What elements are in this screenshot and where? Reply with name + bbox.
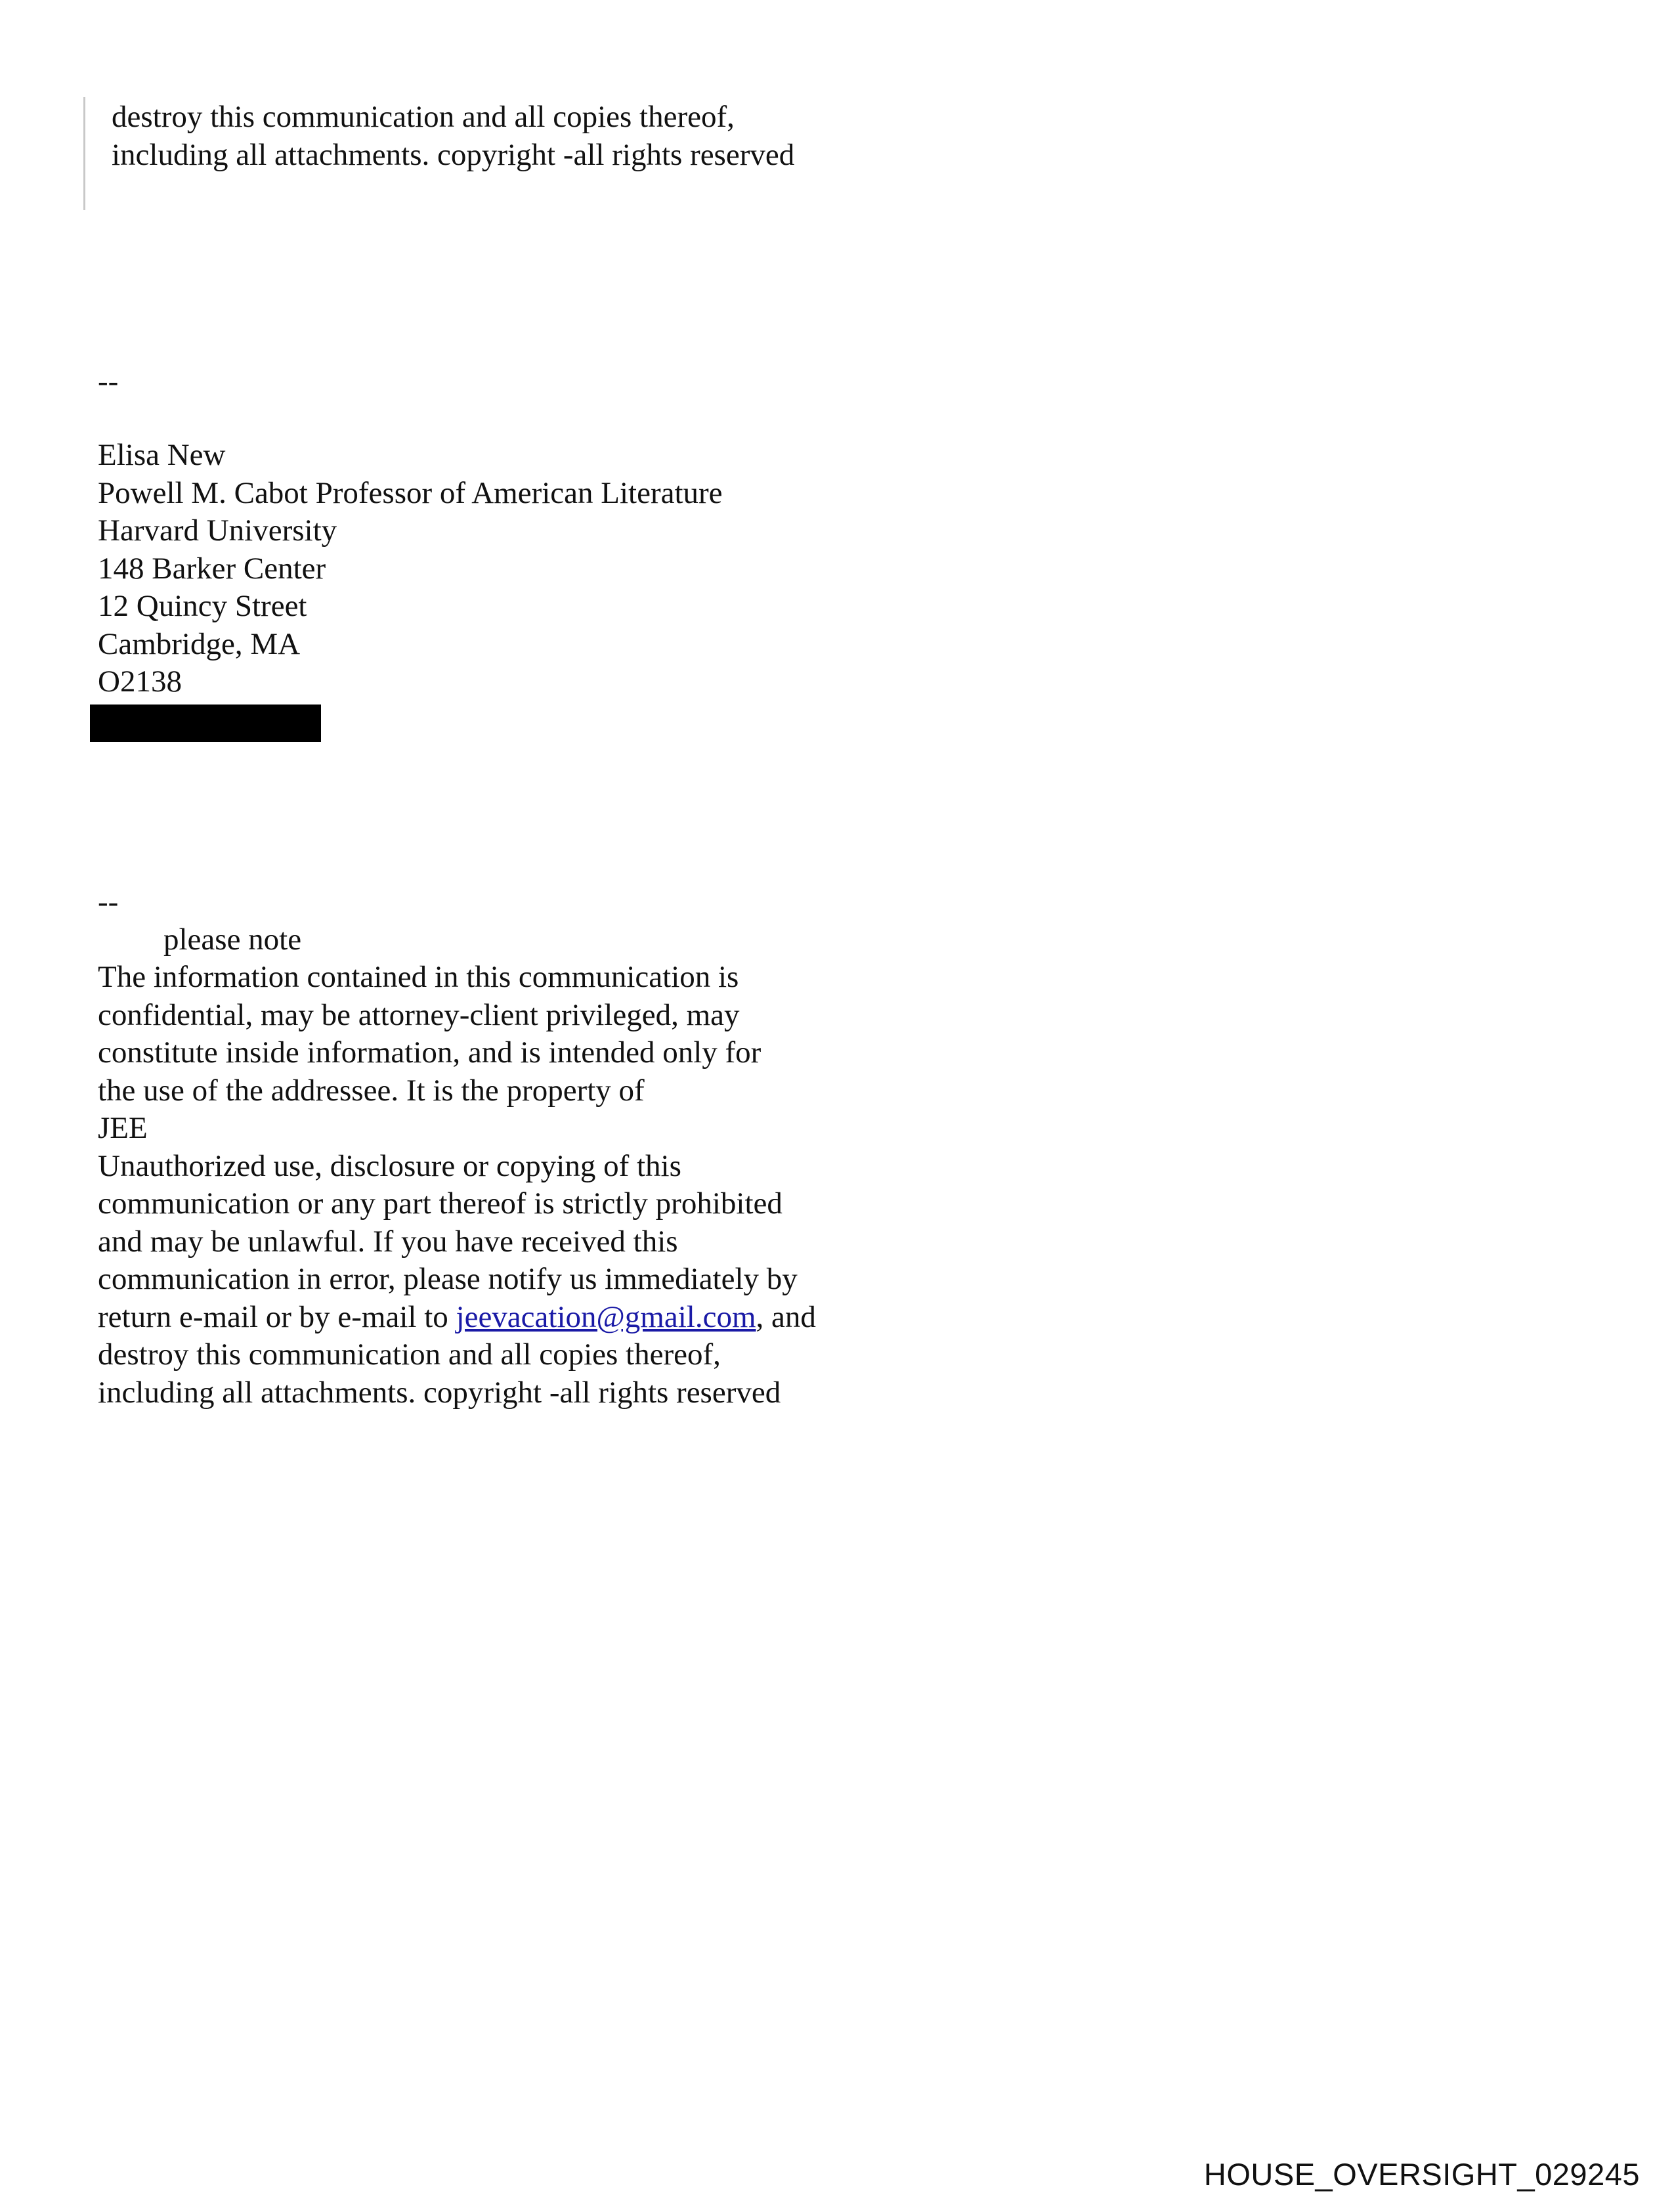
signature-block bbox=[98, 437, 723, 701]
quoted-line: including all attachments. copyright -all rights reserved bbox=[112, 137, 795, 172]
email-line-suffix: , and bbox=[756, 1299, 816, 1334]
notice-line: The information contained in this communication is bbox=[98, 960, 739, 994]
quote-rule bbox=[83, 97, 85, 210]
notice-separator: -- bbox=[98, 885, 119, 919]
signature-separator: -- bbox=[98, 364, 119, 399]
notice-heading: please note bbox=[163, 922, 302, 957]
bates-number: HOUSE_OVERSIGHT_029245 bbox=[1203, 2157, 1640, 2192]
notice-email-line bbox=[98, 1299, 816, 1337]
quoted-text-block bbox=[112, 98, 794, 174]
signature-address-line: 148 Barker Center bbox=[98, 551, 326, 586]
notice-line: destroy this communication and all copies thereof, bbox=[98, 1337, 721, 1372]
signature-address-line: Cambridge, MA bbox=[98, 626, 301, 661]
signature-address-line: 12 Quincy Street bbox=[98, 589, 307, 623]
notice-line: including all attachments. copyright -all rights reserved bbox=[98, 1375, 781, 1410]
notice-line: communication or any part thereof is strictly prohibited bbox=[98, 1186, 783, 1221]
signature-title: Powell M. Cabot Professor of American Literature bbox=[98, 475, 723, 510]
signature-name: Elisa New bbox=[98, 438, 226, 472]
notice-line: the use of the addressee. It is the property of bbox=[98, 1073, 645, 1108]
email-link[interactable]: jeevacation@gmail.com bbox=[456, 1299, 756, 1334]
notice-line: communication in error, please notify us immediately by bbox=[98, 1262, 798, 1296]
confidentiality-notice bbox=[98, 959, 816, 1412]
signature-postal-code: O2138 bbox=[98, 664, 182, 699]
quoted-line: destroy this communication and all copies thereof, bbox=[112, 100, 735, 134]
signature-institution: Harvard University bbox=[98, 513, 337, 548]
email-line-prefix: return e-mail or by e-mail to bbox=[98, 1299, 456, 1334]
notice-line: JEE bbox=[98, 1111, 148, 1145]
notice-line: Unauthorized use, disclosure or copying of this bbox=[98, 1148, 681, 1183]
notice-line: constitute inside information, and is intended only for bbox=[98, 1035, 762, 1070]
redaction-box bbox=[90, 705, 321, 742]
notice-line: and may be unlawful. If you have received this bbox=[98, 1224, 678, 1259]
notice-line: confidential, may be attorney-client privileged, may bbox=[98, 997, 740, 1032]
